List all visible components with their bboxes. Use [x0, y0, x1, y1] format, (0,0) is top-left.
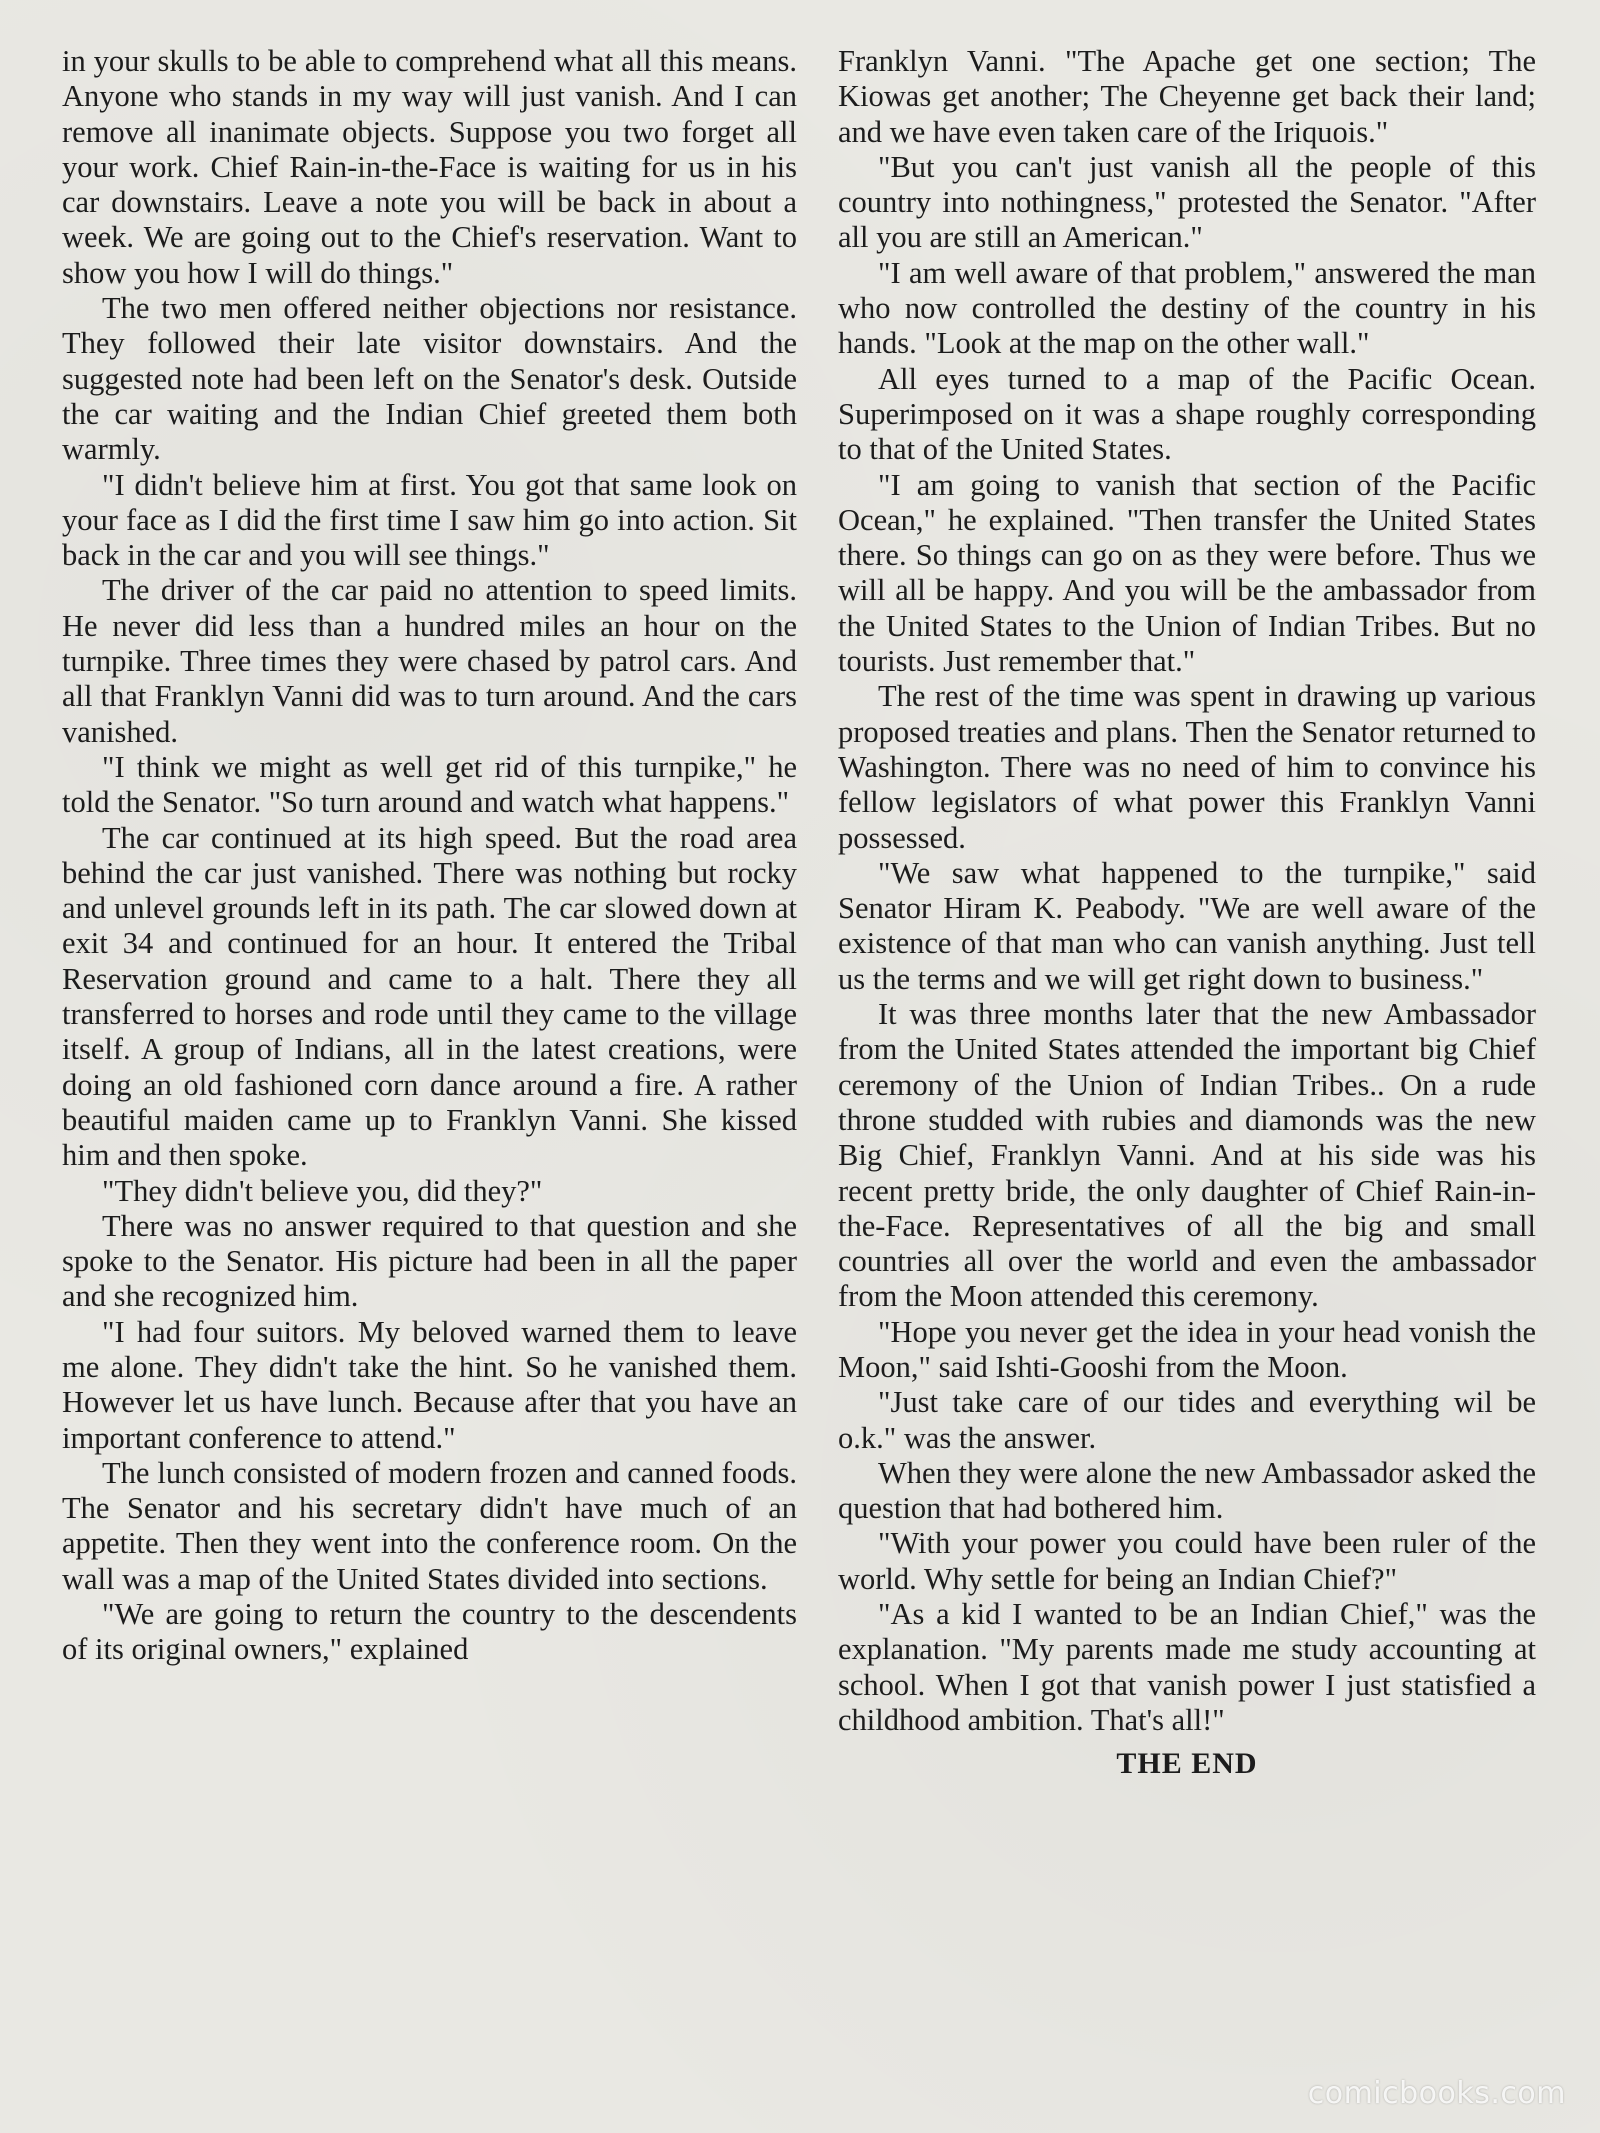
paragraph: "I am going to vanish that section of the Pacific Ocean," he explained. "Then transfer the United States there. So things can go on as they were before. Thus we will all be happy. And you will be the ambassador from the United States to the Union of Indian Tribes. But no tourists. Just remember that."	[838, 467, 1536, 679]
left-text-column	[62, 44, 797, 1668]
paragraph: Franklyn Vanni. "The Apache get one section; The Kiowas get another; The Cheyenne get back their land; and we have even taken care of the Iriquois."	[838, 44, 1536, 149]
site-watermark: comicbooks.com	[1307, 2076, 1566, 2111]
paragraph: "I didn't believe him at first. You got that same look on your face as I did the first time I saw him go into action. Sit back in the car and you will see things."	[62, 467, 797, 573]
paragraph: "I think we might as well get rid of this turnpike," he told the Senator. "So turn around and watch what happens."	[62, 749, 797, 820]
paragraph: There was no answer required to that question and she spoke to the Senator. His picture had been in all the paper and she recognized him.	[62, 1208, 797, 1314]
paragraph: "We are going to return the country to the descendents of its original owners," explained	[62, 1597, 797, 1667]
paragraph: "As a kid I wanted to be an Indian Chief," was the explanation. "My parents made me study accounting at school. When I got that vanish power I just statisfied a childhood ambition. That's all!"	[838, 1597, 1536, 1737]
paragraph: The car continued at its high speed. But the road area behind the car just vanished. There was nothing but rocky and unlevel grounds left in its path. The car slowed down at exit 34 and continued for an hour. It entered the Tribal Reservation ground and came to a halt. There they all transferred to horses and rode until they came to the village itself. A group of Indians, all in the latest creations, were doing an old fashioned corn dance around a fire. A rather beautiful maiden came up to Franklyn Vanni. She kissed him and then spoke.	[62, 820, 797, 1173]
paragraph: "I had four suitors. My beloved warned them to leave me alone. They didn't take the hint. So he vanished them. However let us have lunch. Because after that you have an important conference to attend."	[62, 1314, 797, 1455]
paragraph: "Hope you never get the idea in your head vonish the Moon," said Ishti-Gooshi from the Moon.	[838, 1314, 1536, 1384]
paragraph: When they were alone the new Ambassador asked the question that had bothered him.	[838, 1455, 1536, 1526]
paragraph: The lunch consisted of modern frozen and canned foods. The Senator and his secretary didn't have much of an appetite. Then they went into the conference room. On the wall was a map of the United States divided into sections.	[62, 1455, 797, 1596]
the-end-label: THE END	[1116, 1747, 1258, 1781]
paragraph: The rest of the time was spent in drawing up various proposed treaties and plans. Then the Senator returned to Washington. There was no need of him to convince his fellow legislators of what power this Franklyn Vanni possessed.	[838, 679, 1536, 855]
paragraph: "With your power you could have been ruler of the world. Why settle for being an Indian Chief?"	[838, 1526, 1536, 1596]
paragraph: The driver of the car paid no attention to speed limits. He never did less than a hundred miles an hour on the turnpike. Three times they were chased by patrol cars. And all that Franklyn Vanni did was to turn around. And the cars vanished.	[62, 573, 797, 749]
paragraph: "They didn't believe you, did they?"	[102, 1173, 543, 1208]
paragraph: "But you can't just vanish all the people of this country into nothingness," protested the Senator. "After all you are still an American."	[838, 149, 1536, 255]
paragraph: in your skulls to be able to comprehend what all this means. Anyone who stands in my way will just vanish. And I can remove all inanimate objects. Suppose you two forget all your work. Chief Rain-in-the-Face is waiting for us in his car downstairs. Leave a note you will be back in about a week. We are going out to the Chief's reservation. Want to show you how I will do things."	[62, 44, 797, 290]
paragraph: It was three months later that the new Ambassador from the United States attended the important big Chief ceremony of the Union of Indian Tribes.. On a rude throne studded with rubies and diamonds was the new Big Chief, Franklyn Vanni. And at his side was his recent pretty bride, the only daughter of Chief Rain-in-the-Face. Representatives of all the big and small countries all over the world and even the ambassador from the Moon attended this ceremony.	[838, 997, 1536, 1314]
paragraph: The two men offered neither objections nor resistance. They followed their late visitor downstairs. And the suggested note had been left on the Senator's desk. Outside the car waiting and the Indian Chief greeted them both warmly.	[62, 291, 797, 467]
paragraph: All eyes turned to a map of the Pacific Ocean. Superimposed on it was a shape roughly corresponding to that of the United States.	[838, 361, 1536, 467]
paragraph: "We saw what happened to the turnpike," said Senator Hiram K. Peabody. "We are well aware of the existence of that man who can vanish anything. Just tell us the terms and we will get right down to business."	[838, 855, 1536, 996]
paragraph: "I am well aware of that problem," answered the man who now controlled the destiny of the country in his hands. "Look at the map on the other wall."	[838, 255, 1536, 361]
paragraph: "Just take care of our tides and everything wil be o.k." was the answer.	[838, 1385, 1536, 1455]
right-text-column	[838, 44, 1536, 1782]
